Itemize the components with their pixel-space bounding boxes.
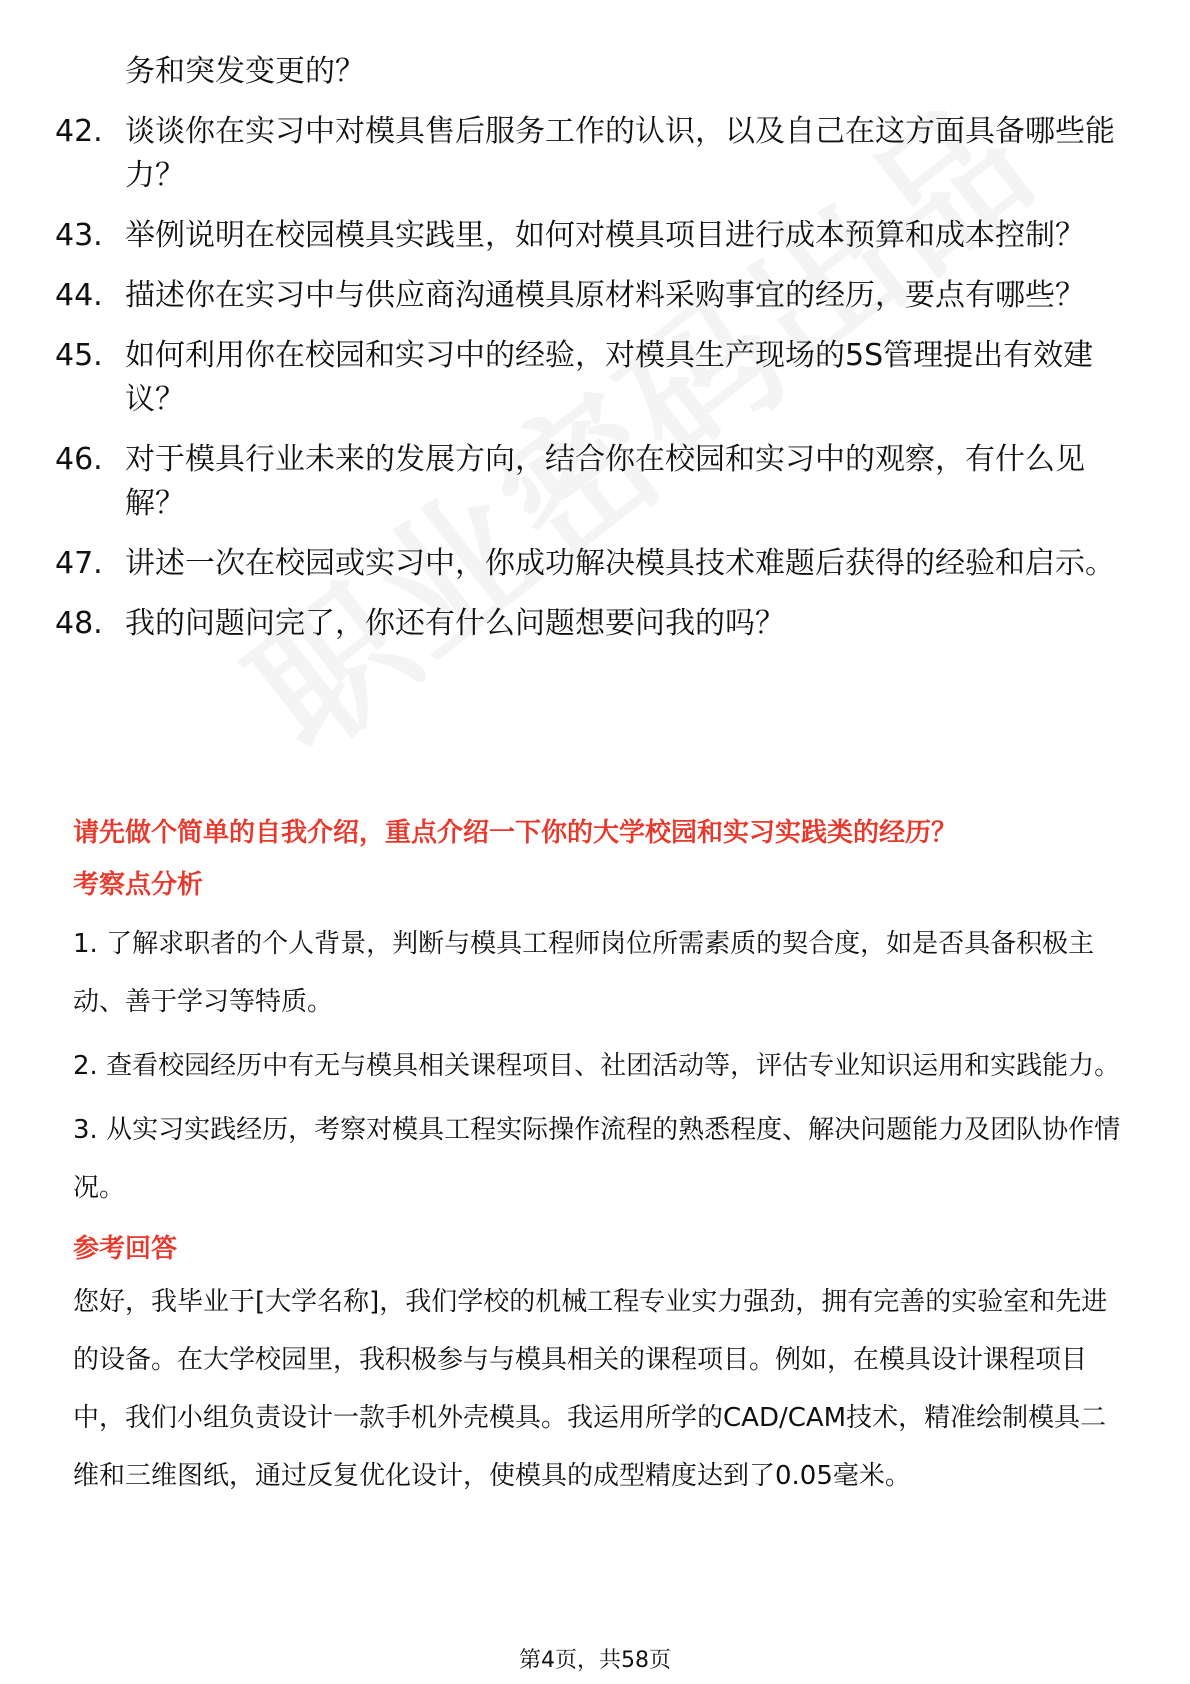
question-number: 46. [55, 442, 103, 477]
question-text: 谈谈你在实习中对模具售后服务工作的认识，以及自己在这方面具备哪些能力？ [125, 114, 1115, 193]
analysis-heading: 考察点分析 [73, 870, 204, 900]
question-text: 如何利用你在校园和实习中的经验，对模具生产现场的5S管理提出有效建议？ [125, 338, 1094, 417]
answer-paragraph: 您好，我毕业于[大学名称]，我们学校的机械工程专业实力强劲，拥有完善的实验室和先进的设备。在大学校园里，我积极参与与模具相关的课程项目。例如，在模具设计课程项目中，我们小组负责设计一款手机外壳模具。我运用所学的CAD/CAM技术，精准绘制模具二维和三维图纸，通过反复优化设计，使模具的成型精度达到了0.05毫米。 [73, 1287, 1108, 1491]
question-item [55, 542, 1135, 586]
analysis-point: 1. 了解求职者的个人背景，判断与模具工程师岗位所需素质的契合度，如是否具备积极主动、善于学习等特质。 [73, 929, 1095, 1017]
question-number: 43. [55, 218, 103, 253]
analysis-point: 3. 从实习实践经历，考察对模具工程实际操作流程的熟悉程度、解决问题能力及团队协作情况。 [73, 1115, 1121, 1203]
question-list [55, 50, 1135, 662]
question-number: 45. [55, 338, 103, 373]
page-footer: 第4页，共58页 [519, 1648, 671, 1673]
question-number: 42. [55, 114, 103, 149]
question-number: 47. [55, 546, 103, 581]
question-item [55, 602, 1135, 646]
question-item [55, 334, 1135, 422]
question-item [55, 110, 1135, 198]
interview-section [73, 813, 1123, 1511]
question-continuation: 务和突发变更的？ [125, 54, 365, 89]
analysis-point: 2. 查看校园经历中有无与模具相关课程项目、社团活动等，评估专业知识运用和实践能力。 [73, 1051, 1121, 1081]
question-text: 举例说明在校园模具实践里，如何对模具项目进行成本预算和成本控制？ [125, 218, 1085, 253]
question-text: 对于模具行业未来的发展方向，结合你在校园和实习中的观察，有什么见解？ [125, 442, 1085, 521]
answer-heading: 参考回答 [73, 1234, 178, 1264]
question-text: 描述你在实习中与供应商沟通模具原材料采购事宜的经历，要点有哪些？ [125, 278, 1085, 313]
question-item [55, 214, 1135, 258]
question-text: 讲述一次在校园或实习中，你成功解决模具技术难题后获得的经验和启示。 [125, 546, 1115, 581]
question-number: 48. [55, 606, 103, 641]
question-item [55, 438, 1135, 526]
section-question-heading: 请先做个简单的自我介绍，重点介绍一下你的大学校园和实习实践类的经历？ [73, 818, 958, 848]
question-text: 我的问题问完了，你还有什么问题想要问我的吗？ [125, 606, 785, 641]
question-number: 44. [55, 278, 103, 313]
question-item [55, 274, 1135, 318]
